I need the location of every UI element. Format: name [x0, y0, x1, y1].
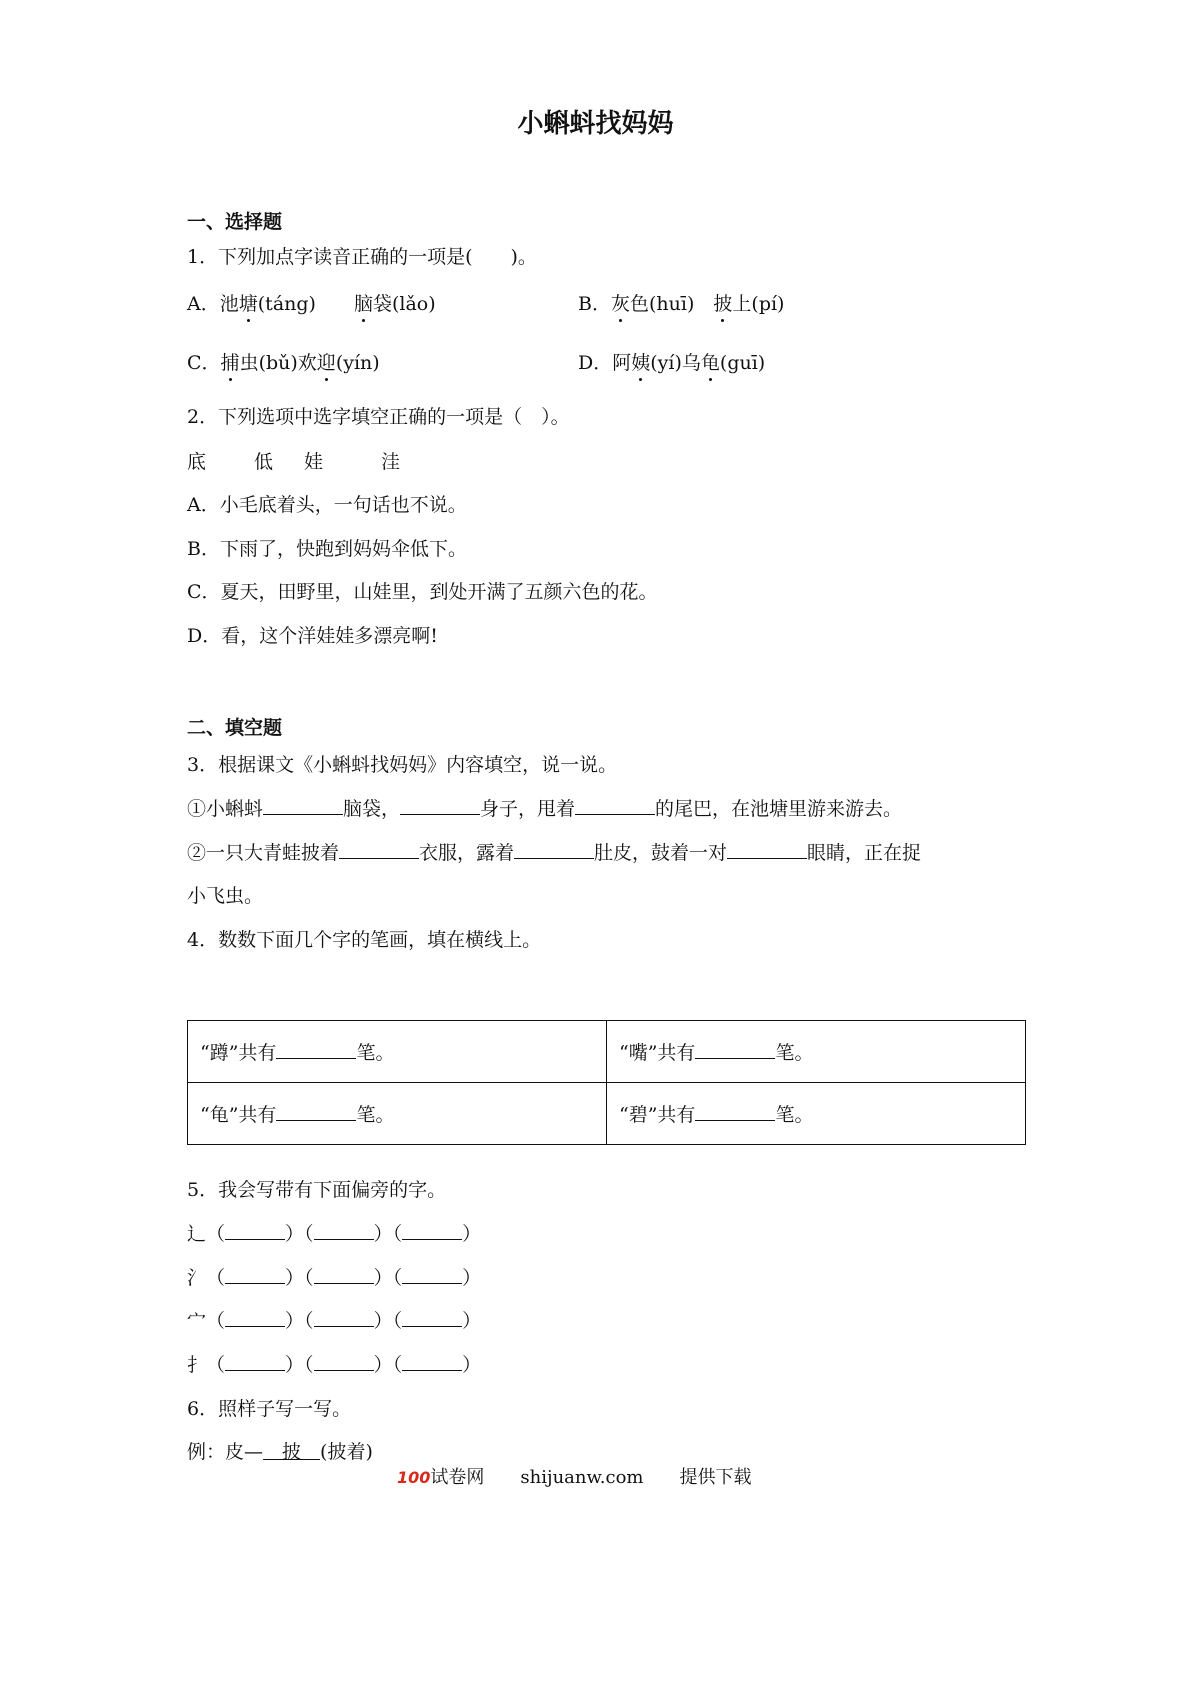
section-heading-choice: 一、选择题	[187, 211, 283, 233]
paren: （	[304, 1354, 314, 1376]
fill-blank[interactable]	[314, 1225, 374, 1240]
table-cell	[607, 1021, 1026, 1083]
text: ②一只大青蛙披着	[187, 842, 340, 864]
q1-option-b	[578, 289, 784, 316]
radical: 辶	[187, 1223, 207, 1245]
text: (yí)乌	[650, 352, 701, 374]
cell-text: 笔。	[775, 1104, 814, 1126]
fill-blank[interactable]	[276, 1044, 356, 1059]
paren: ）	[285, 1354, 305, 1376]
text: 肚皮，鼓着一对	[594, 842, 728, 864]
fill-blank[interactable]	[225, 1225, 285, 1240]
radical-row	[187, 1263, 481, 1290]
paren: （	[304, 1267, 314, 1289]
question-1-stem: 1．下列加点字读音正确的一项是( )。	[187, 246, 537, 268]
table-row	[188, 1083, 1026, 1145]
paren: ）	[373, 1223, 393, 1245]
option-label: D．	[578, 352, 613, 374]
paren: ）	[462, 1223, 482, 1245]
text: 阿	[612, 352, 632, 374]
paren: ）	[373, 1354, 393, 1376]
paren: ）	[373, 1310, 393, 1332]
paren: ）	[462, 1354, 482, 1376]
fill-blank[interactable]	[314, 1312, 374, 1327]
cell-text: “碧”共有	[619, 1104, 696, 1126]
text: ①小蝌蚪	[187, 798, 264, 820]
stroke-count-table	[187, 1020, 1026, 1145]
page-title: 小蝌蚪找妈妈	[517, 109, 674, 139]
footer-tagline: 提供下载	[679, 1467, 752, 1488]
example-answer: 披	[263, 1441, 321, 1463]
radical: 宀	[187, 1310, 207, 1332]
text: (guī)	[719, 352, 766, 374]
dotted-char: 龟	[700, 352, 720, 374]
paren: （	[206, 1354, 226, 1376]
question-6-stem: 6．照样子写一写。	[187, 1398, 352, 1420]
pinyin: (táng)	[257, 293, 316, 315]
text: 袋(lǎo)	[372, 293, 436, 315]
text: 脑袋，	[343, 798, 401, 820]
text: 的尾巴，在池塘里游来游去。	[655, 798, 903, 820]
q1-option-a	[187, 289, 436, 316]
radical: 扌	[187, 1354, 207, 1376]
q2-option-c: C．夏天，田野里，山娃里，到处开满了五颜六色的花。	[187, 581, 658, 603]
text: 池	[219, 293, 239, 315]
fill-blank[interactable]	[402, 1312, 462, 1327]
question-5-stem: 5．我会写带有下面偏旁的字。	[187, 1179, 447, 1201]
fill-blank[interactable]	[514, 844, 594, 859]
fill-blank[interactable]	[225, 1269, 285, 1284]
question-4-stem: 4．数数下面几个字的笔画，填在横线上。	[187, 929, 542, 951]
paren: （	[304, 1223, 314, 1245]
q2-option-b: B．下雨了，快跑到妈妈伞低下。	[187, 538, 467, 560]
paren: ）	[462, 1267, 482, 1289]
fill-blank[interactable]	[314, 1356, 374, 1371]
question-2-stem: 2．下列选项中选字填空正确的一项是（ ）。	[187, 406, 570, 428]
table-cell	[188, 1021, 607, 1083]
dotted-char: 披	[713, 293, 733, 315]
paren: （	[392, 1310, 403, 1332]
q6-example	[187, 1437, 373, 1464]
text: 眼睛，正在捉	[807, 842, 922, 864]
dotted-char: 捕	[220, 352, 240, 374]
paren: ）	[285, 1310, 305, 1332]
paren: ）	[285, 1267, 305, 1289]
fill-blank[interactable]	[695, 1044, 775, 1059]
table-cell	[188, 1083, 607, 1145]
paren: （	[206, 1223, 226, 1245]
paren: （	[206, 1310, 226, 1332]
dotted-char: 姨	[631, 352, 651, 374]
section-heading-fill: 二、填空题	[187, 717, 283, 739]
text: 虫(bǔ)欢	[239, 352, 317, 374]
paren: ）	[373, 1267, 393, 1289]
paren: （	[392, 1267, 403, 1289]
fill-blank[interactable]	[727, 844, 807, 859]
radical-row	[187, 1350, 481, 1377]
text: 上(pí)	[732, 293, 785, 315]
cell-text: 笔。	[775, 1042, 814, 1064]
text: 色(huī)	[629, 293, 695, 315]
dotted-char: 脑	[353, 293, 373, 315]
dotted-char: 灰	[610, 293, 630, 315]
fill-blank[interactable]	[695, 1106, 775, 1121]
paren: ）	[462, 1310, 482, 1332]
fill-blank[interactable]	[339, 844, 419, 859]
cell-text: “蹲”共有	[200, 1042, 277, 1064]
footer	[397, 1463, 751, 1489]
q3-line-1	[187, 794, 902, 821]
fill-blank[interactable]	[225, 1356, 285, 1371]
fill-blank[interactable]	[575, 800, 655, 815]
footer-site-name: 试卷网	[430, 1467, 485, 1488]
fill-blank[interactable]	[263, 800, 343, 815]
fill-blank[interactable]	[314, 1269, 374, 1284]
text: 衣服，露着	[419, 842, 515, 864]
text: (yín)	[335, 352, 380, 374]
dotted-char: 迎	[316, 352, 336, 374]
q2-char-2: 低	[254, 451, 274, 473]
text: 例：皮—	[187, 1441, 264, 1463]
brand-logo: 100	[397, 1468, 431, 1487]
fill-blank[interactable]	[402, 1269, 462, 1284]
text: (披着)	[320, 1441, 373, 1463]
table-row	[188, 1021, 1026, 1083]
paren: ）	[285, 1223, 305, 1245]
radical-row	[187, 1219, 481, 1246]
q2-option-a: A．小毛底着头，一句话也不说。	[187, 494, 467, 516]
cell-text: 笔。	[356, 1042, 395, 1064]
paren: （	[206, 1267, 226, 1289]
q3-line-3: 小飞虫。	[187, 885, 264, 907]
fill-blank[interactable]	[225, 1312, 285, 1327]
text: 身子，甩着	[480, 798, 576, 820]
table-cell	[607, 1083, 1026, 1145]
fill-blank[interactable]	[402, 1225, 462, 1240]
cell-text: “嘴”共有	[619, 1042, 696, 1064]
paren: （	[392, 1354, 403, 1376]
cell-text: “龟”共有	[200, 1104, 277, 1126]
fill-blank[interactable]	[402, 1356, 462, 1371]
q2-char-1: 底	[187, 451, 207, 473]
q2-char-4: 洼	[381, 451, 401, 473]
paren: （	[304, 1310, 314, 1332]
option-label: B．	[578, 293, 611, 315]
q2-char-3: 娃	[304, 451, 324, 473]
radical: 氵	[187, 1267, 207, 1289]
paren: （	[392, 1223, 403, 1245]
q1-option-c	[187, 348, 380, 375]
fill-blank[interactable]	[400, 800, 480, 815]
footer-domain: shijuanw.com	[520, 1467, 644, 1488]
radical-row	[187, 1306, 481, 1333]
option-label: C．	[187, 352, 221, 374]
q1-option-d	[578, 348, 765, 375]
fill-blank[interactable]	[276, 1106, 356, 1121]
cell-text: 笔。	[356, 1104, 395, 1126]
option-label: A．	[187, 293, 220, 315]
question-3-stem: 3．根据课文《小蝌蚪找妈妈》内容填空，说一说。	[187, 754, 618, 776]
q2-option-d: D．看，这个洋娃娃多漂亮啊!	[187, 625, 438, 647]
dotted-char: 塘	[238, 293, 258, 315]
q3-line-2	[187, 838, 921, 865]
